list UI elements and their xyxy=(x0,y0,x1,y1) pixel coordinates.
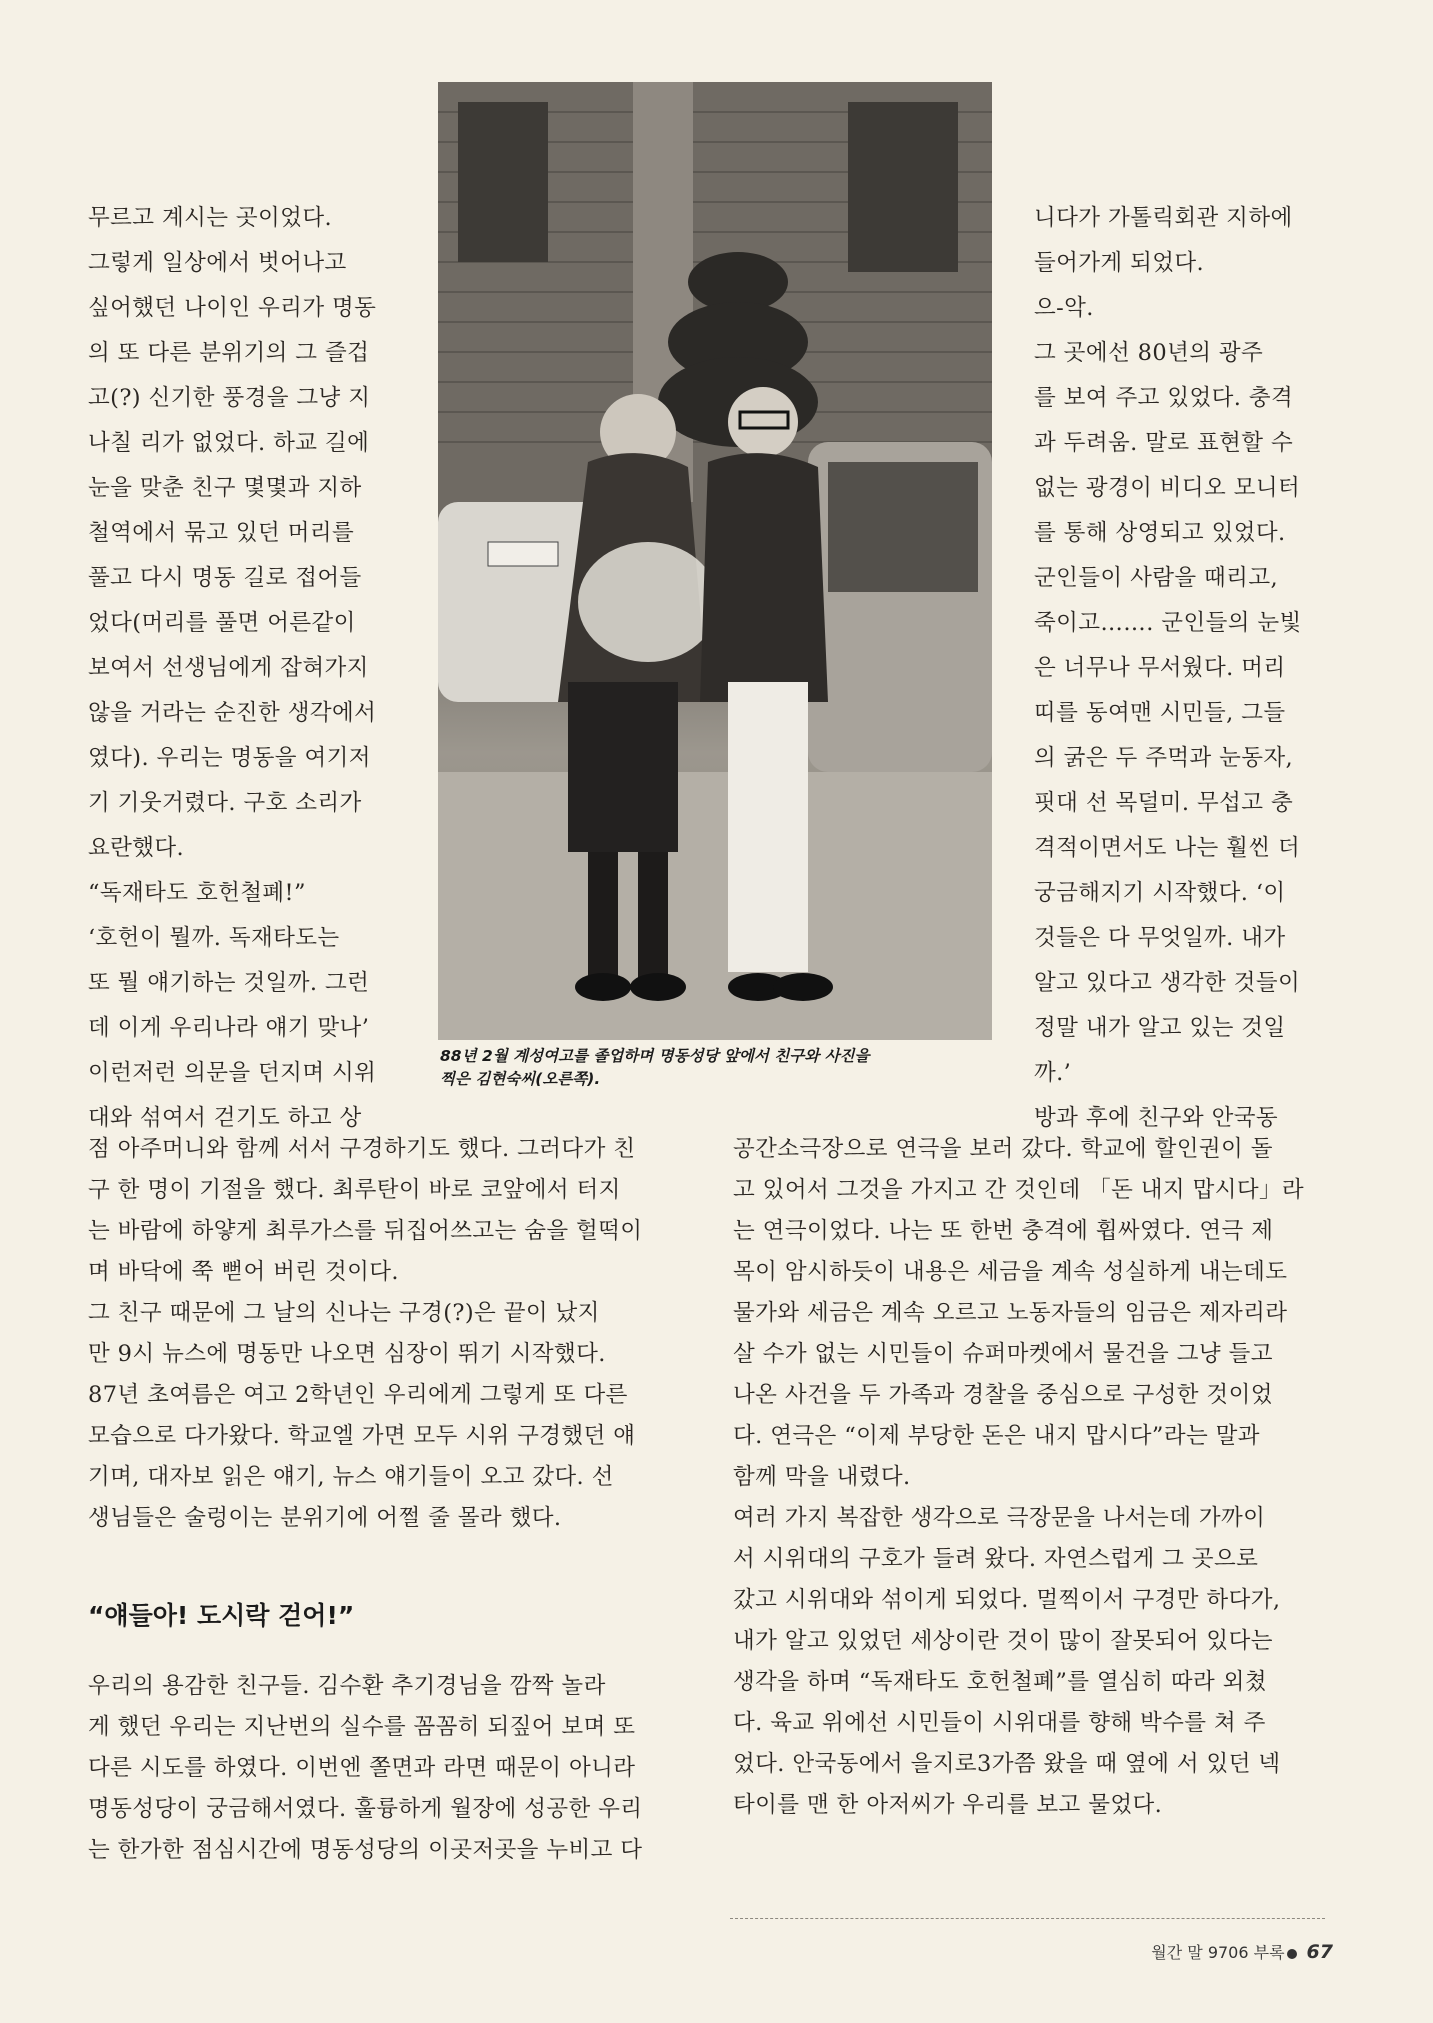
text-line: 철역에서 묶고 있던 머리를 xyxy=(88,520,355,546)
text-line: 띠를 동여맨 시민들, 그들 xyxy=(1034,700,1286,726)
text-line: 그 친구 때문에 그 날의 신나는 구경(?)은 끝이 났지 xyxy=(88,1300,600,1326)
publication-name: 월간 말 9706 부록 xyxy=(1151,1943,1285,1962)
text-line: 타이를 맨 한 아저씨가 우리를 보고 물었다. xyxy=(733,1792,1163,1818)
text-line: 눈을 맞춘 친구 몇몇과 지하 xyxy=(88,475,362,501)
text-line: 여러 가지 복잡한 생각으로 극장문을 나서는데 가까이 xyxy=(733,1505,1266,1531)
text-line: 핏대 선 목덜미. 무섭고 충 xyxy=(1034,790,1294,816)
text-line: 기며, 대자보 읽은 얘기, 뉴스 얘기들이 오고 갔다. 선 xyxy=(88,1464,614,1490)
text-line: 공간소극장으로 연극을 보러 갔다. 학교에 할인권이 돌 xyxy=(733,1136,1273,1162)
text-line: 데 이게 우리나라 얘기 맞나’ xyxy=(88,1015,370,1041)
text-line: 그 곳에선 80년의 광주 xyxy=(1034,340,1264,366)
text-line: 는 한가한 점심시간에 명동성당의 이곳저곳을 누비고 다 xyxy=(88,1837,643,1863)
text-line: 의 또 다른 분위기의 그 즐겁 xyxy=(88,340,370,366)
text-line: 요란했다. xyxy=(88,835,185,861)
photo-two-students xyxy=(438,82,992,1040)
text-line: 정말 내가 알고 있는 것일 xyxy=(1034,1015,1286,1041)
text-line: 격적이면서도 나는 훨씬 더 xyxy=(1034,835,1301,861)
text-line: 군인들이 사람을 때리고, xyxy=(1034,565,1279,591)
text-line: 함께 막을 내렸다. xyxy=(733,1464,911,1490)
text-line: 않을 거라는 순진한 생각에서 xyxy=(88,700,377,726)
text-line: 무르고 계시는 곳이었다. xyxy=(88,205,333,231)
text-line: 들어가게 되었다. xyxy=(1034,250,1205,276)
text-line: 나온 사건을 두 가족과 경찰을 중심으로 구성한 것이었 xyxy=(733,1382,1273,1408)
text-line: 며 바닥에 쭉 뻗어 버린 것이다. xyxy=(88,1259,399,1285)
text-line: 없는 광경이 비디오 모니터 xyxy=(1034,475,1301,501)
text-line: ‘호헌이 뭘까. 독재타도는 xyxy=(88,925,340,951)
text-line: 를 통해 상영되고 있었다. xyxy=(1034,520,1286,546)
text-line: “독재타도 호헌철폐!” xyxy=(88,880,306,906)
text-line: 대와 섞여서 걷기도 하고 상 xyxy=(88,1105,362,1131)
text-line: 서 시위대의 구호가 들려 왔다. 자연스럽게 그 곳으로 xyxy=(733,1546,1259,1572)
text-line: 으-악. xyxy=(1034,295,1094,321)
text-line: 생각을 하며 “독재타도 호헌철폐”를 열심히 따라 외쳤 xyxy=(733,1669,1267,1695)
text-line: 는 연극이었다. 나는 또 한번 충격에 휩싸였다. 연극 제 xyxy=(733,1218,1274,1244)
text-line: 것들은 다 무엇일까. 내가 xyxy=(1034,925,1286,951)
photo-caption-line: 찍은 김현숙씨(오른쪽). xyxy=(440,1070,601,1088)
text-line: 다. 연극은 “이제 부당한 돈은 내지 맙시다”라는 말과 xyxy=(733,1423,1260,1449)
text-line: 내가 알고 있었던 세상이란 것이 많이 잘못되어 있다는 xyxy=(733,1628,1273,1654)
text-line: 알고 있다고 생각한 것들이 xyxy=(1034,970,1301,996)
text-line: 고 있어서 그것을 가지고 간 것인데 「돈 내지 맙시다」라 xyxy=(733,1177,1305,1203)
text-line: 를 보여 주고 있었다. 충격 xyxy=(1034,385,1294,411)
text-line: 였다). 우리는 명동을 여기저 xyxy=(88,745,371,771)
text-line: 의 굵은 두 주먹과 눈동자, xyxy=(1034,745,1294,771)
text-line: 이런저런 의문을 던지며 시위 xyxy=(88,1060,377,1086)
text-line: 보여서 선생님에게 잡혀가지 xyxy=(88,655,369,681)
text-line: 또 뭘 얘기하는 것일까. 그런 xyxy=(88,970,370,996)
text-line: 구 한 명이 기절을 했다. 최루탄이 바로 코앞에서 터지 xyxy=(88,1177,621,1203)
section-heading: “얘들아! 도시락 걷어!” xyxy=(88,1601,355,1630)
text-line: 다. 육교 위에선 시민들이 시위대를 향해 박수를 쳐 주 xyxy=(733,1710,1266,1736)
text-line: 는 바람에 하얗게 최루가스를 뒤집어쓰고는 숨을 헐떡이 xyxy=(88,1218,643,1244)
text-line: 과 두려움. 말로 표현할 수 xyxy=(1034,430,1294,456)
text-line: 살 수가 없는 시민들이 슈퍼마켓에서 물건을 그냥 들고 xyxy=(733,1341,1273,1367)
text-line: 우리의 용감한 친구들. 김수환 추기경님을 깜짝 놀라 xyxy=(88,1673,606,1699)
text-line: 그렇게 일상에서 벗어나고 xyxy=(88,250,347,276)
text-line: 니다가 가톨릭회관 지하에 xyxy=(1034,205,1293,231)
text-line: 나칠 리가 없었다. 하교 길에 xyxy=(88,430,370,456)
text-line: 명동성당이 궁금해서였다. 훌륭하게 월장에 성공한 우리 xyxy=(88,1796,643,1822)
photo-caption-line: 88년 2월 계성여고를 졸업하며 명동성당 앞에서 친구와 사진을 xyxy=(440,1047,870,1065)
text-line: 기 기웃거렸다. 구호 소리가 xyxy=(88,790,362,816)
text-line: 었다(머리를 풀면 어른같이 xyxy=(88,610,356,636)
text-line: 물가와 세금은 계속 오르고 노동자들의 임금은 제자리라 xyxy=(733,1300,1288,1326)
text-line: 만 9시 뉴스에 명동만 나오면 심장이 뛰기 시작했다. xyxy=(88,1341,606,1367)
text-line: 87년 초여름은 여고 2학년인 우리에게 그렇게 또 다른 xyxy=(88,1382,628,1408)
page-footer xyxy=(1151,1940,1333,1963)
text-line: 풀고 다시 명동 길로 접어들 xyxy=(88,565,362,591)
text-line: 모습으로 다가왔다. 학교엘 가면 모두 시위 구경했던 얘 xyxy=(88,1423,636,1449)
text-line: 싶어했던 나이인 우리가 명동 xyxy=(88,295,377,321)
text-line: 갔고 시위대와 섞이게 되었다. 멀찍이서 구경만 하다가, xyxy=(733,1587,1281,1613)
text-line: 게 했던 우리는 지난번의 실수를 꼼꼼히 되짚어 보며 또 xyxy=(88,1714,636,1740)
text-line: 점 아주머니와 함께 서서 구경하기도 했다. 그러다가 친 xyxy=(88,1136,636,1162)
text-line: 방과 후에 친구와 안국동 xyxy=(1034,1105,1279,1131)
footer-divider xyxy=(730,1918,1325,1919)
text-line: 생님들은 술렁이는 분위기에 어쩔 줄 몰라 했다. xyxy=(88,1505,562,1531)
text-line: 다른 시도를 하였다. 이번엔 쫄면과 라면 때문이 아니라 xyxy=(88,1755,636,1781)
text-line: 죽이고……. 군인들의 눈빛 xyxy=(1034,610,1302,636)
bullet-icon xyxy=(1287,1949,1297,1959)
text-line: 궁금해지기 시작했다. ‘이 xyxy=(1034,880,1286,906)
text-line: 고(?) 신기한 풍경을 그냥 지 xyxy=(88,385,371,411)
text-line: 목이 암시하듯이 내용은 세금을 계속 성실하게 내는데도 xyxy=(733,1259,1288,1285)
text-line: 까.’ xyxy=(1034,1060,1072,1086)
text-line: 은 너무나 무서웠다. 머리 xyxy=(1034,655,1286,681)
text-line: 었다. 안국동에서 을지로3가쯤 왔을 때 옆에 서 있던 넥 xyxy=(733,1751,1281,1777)
page-number: 67 xyxy=(1306,1941,1333,1963)
